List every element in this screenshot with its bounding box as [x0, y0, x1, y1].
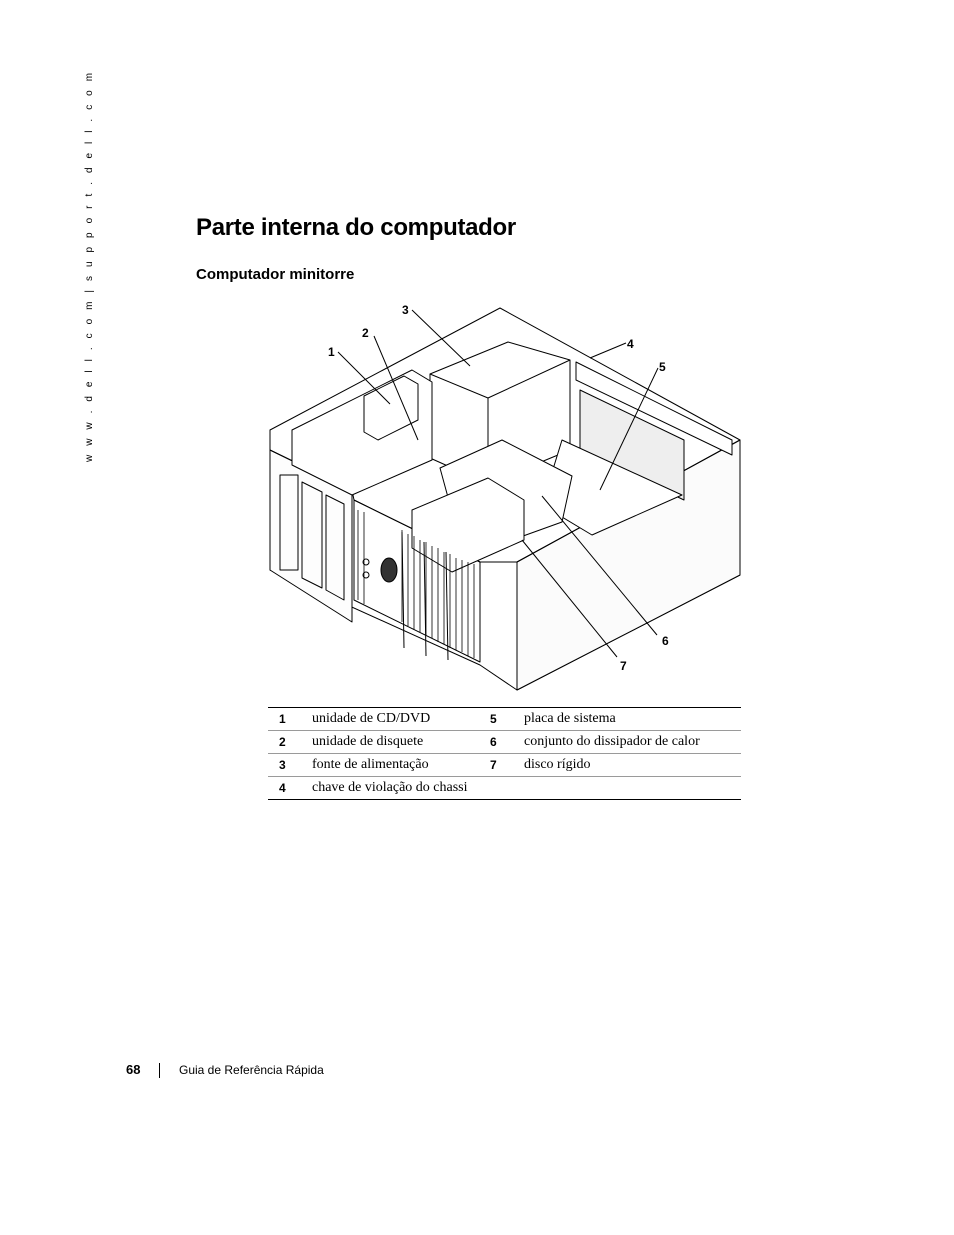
legend-label: fonte de alimentação	[312, 757, 429, 772]
legend-label: chave de violação do chassi	[312, 780, 468, 795]
legend-number: 2	[279, 735, 286, 749]
side-url: w w w . d e l l . c o m | s u p p o r t . d e l l . c o m	[84, 69, 95, 462]
computer-illustration	[262, 300, 752, 695]
legend-row	[268, 731, 741, 754]
callout-2: 2	[362, 326, 369, 340]
page-number: 68	[126, 1062, 141, 1077]
footer-divider	[159, 1063, 160, 1078]
legend-table	[268, 707, 741, 800]
legend-label	[524, 777, 741, 800]
callout-7: 7	[620, 659, 627, 673]
legend-number	[490, 777, 524, 800]
legend-number: 1	[279, 712, 286, 726]
legend-number: 4	[279, 781, 286, 795]
legend-row	[268, 777, 741, 800]
callout-1: 1	[328, 345, 335, 359]
legend-label: placa de sistema	[524, 711, 616, 726]
logo-badge	[381, 558, 397, 582]
legend-label: conjunto do dissipador de calor	[524, 734, 700, 749]
legend-number: 6	[490, 735, 497, 749]
page-title: Parte interna do computador	[196, 214, 516, 241]
legend-label: unidade de CD/DVD	[312, 711, 431, 726]
callout-5: 5	[659, 360, 666, 374]
legend-label: unidade de disquete	[312, 734, 424, 749]
legend-number: 3	[279, 758, 286, 772]
legend-number: 7	[490, 758, 497, 772]
legend-row	[268, 754, 741, 777]
callout-3: 3	[402, 303, 409, 317]
legend-label: disco rígido	[524, 757, 591, 772]
computer-interior-figure	[262, 300, 752, 695]
callout-6: 6	[662, 634, 669, 648]
footer-doc-title: Guia de Referência Rápida	[179, 1063, 324, 1077]
legend-row	[268, 708, 741, 731]
callout-4: 4	[627, 337, 634, 351]
section-title: Computador minitorre	[196, 266, 355, 283]
legend-number: 5	[490, 712, 497, 726]
